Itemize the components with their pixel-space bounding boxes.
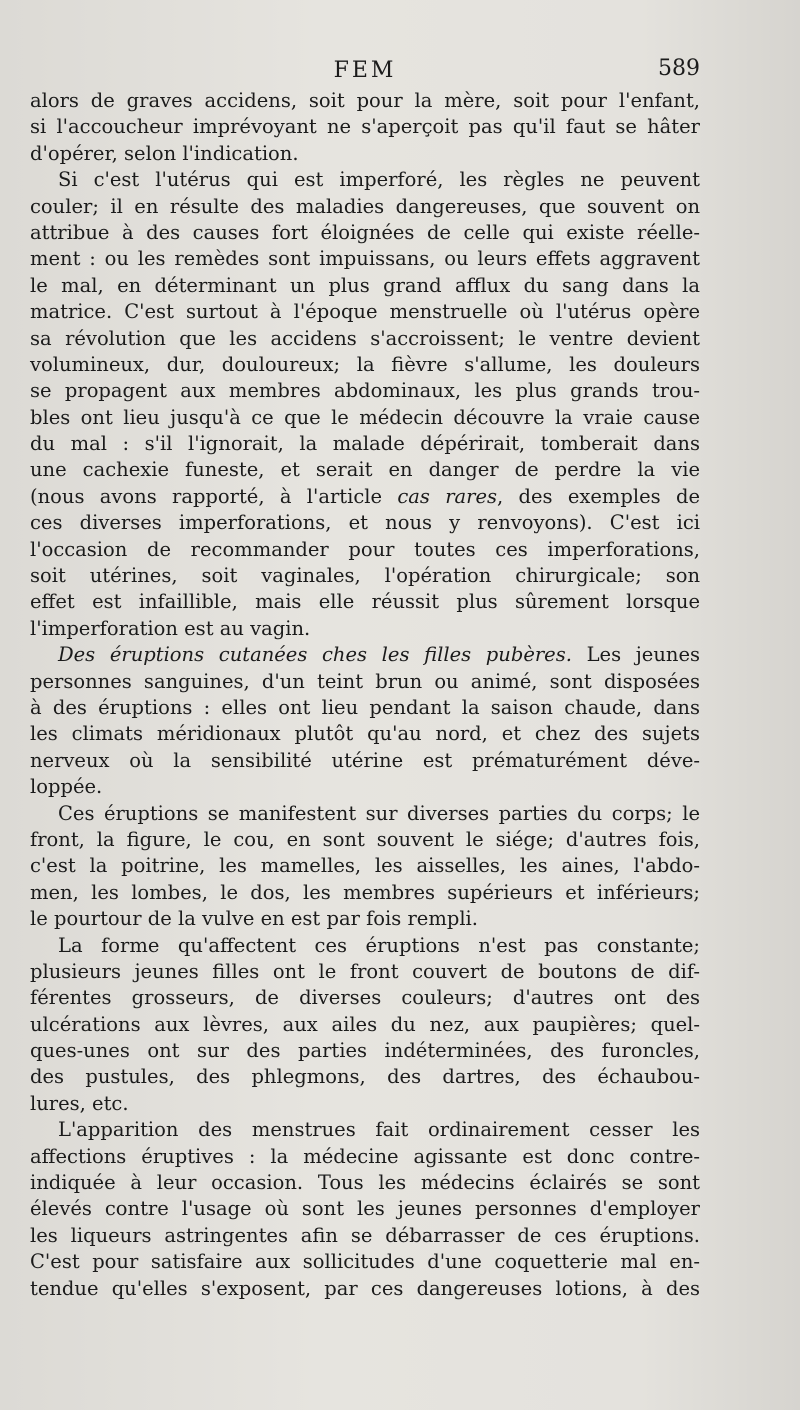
page-header (30, 56, 700, 88)
section-heading-line (30, 642, 700, 668)
text-line: bles ont lieu jusqu'à ce que le médecin découvre la vraie cause (30, 405, 700, 429)
text-line: tendue qu'elles s'exposent, par ces dangereuses lotions, à des (30, 1276, 700, 1300)
text-line: férentes grosseurs, de diverses couleurs; d'autres ont des (30, 986, 700, 1010)
text-line: des pustules, des phlegmons, des dartres, des échaubou- (30, 1065, 700, 1089)
running-head: FEM (333, 58, 397, 83)
text-line: C'est pour satisfaire aux sollicitudes d'une coquetterie mal en- (30, 1250, 700, 1274)
text-line: lures, etc. (30, 1091, 129, 1115)
text-line: le mal, en déterminant un plus grand afflux du sang dans la (30, 273, 700, 297)
text-line: Si c'est l'utérus qui est imperforé, les règles ne peuvent (58, 168, 700, 192)
text-line: nerveux où la sensibilité utérine est prématurément déve- (30, 748, 700, 772)
text-line: élevés contre l'usage où sont les jeunes personnes d'employer (30, 1197, 700, 1221)
text-line: volumineux, dur, douloureux; la fièvre s'allume, les douleurs (30, 352, 700, 376)
text-line: soit utérines, soit vaginales, l'opération chirurgicale; son (30, 564, 700, 588)
text-line: ces diverses imperforations, et nous y renvoyons). C'est ici (30, 511, 700, 535)
text-line-mixed (30, 484, 700, 510)
text-line: ques-unes ont sur des parties indéterminées, des furoncles, (30, 1039, 700, 1063)
text-line: personnes sanguines, d'un teint brun ou animé, sont disposées (30, 669, 700, 693)
text-line: l'imperforation est au vagin. (30, 616, 311, 640)
text-line: L'apparition des menstrues fait ordinairement cesser les (58, 1118, 700, 1142)
text-line: ment : ou les remèdes sont impuissans, ou leurs effets aggravent (30, 247, 700, 271)
text-line: loppée. (30, 775, 103, 799)
text-line: indiquée à leur occasion. Tous les médecins éclairés se sont (30, 1171, 700, 1195)
text-line: matrice. C'est surtout à l'époque menstruelle où l'utérus opère (30, 300, 700, 324)
body-text (30, 88, 700, 1302)
text-line: le pourtour de la vulve en est par fois rempli. (30, 907, 478, 931)
page-number: 589 (658, 56, 700, 81)
text-line: attribue à des causes fort éloignées de celle qui existe réelle- (30, 220, 700, 244)
text-line: à des éruptions : elles ont lieu pendant la saison chaude, dans (30, 695, 700, 719)
text-line: ulcérations aux lèvres, aux ailes du nez, aux paupières; quel- (30, 1012, 700, 1036)
italic-run: cas rares (397, 484, 498, 508)
text-run: , des exemples de (497, 484, 700, 508)
text-line: La forme qu'affectent ces éruptions n'est pas constante; (58, 933, 700, 957)
text-line: se propagent aux membres abdominaux, les plus grands trou- (30, 379, 700, 403)
text-line: couler; il en résulte des maladies dangereuses, que souvent on (30, 194, 700, 218)
text-line: du mal : s'il l'ignorait, la malade dépérirait, tomberait dans (30, 432, 700, 456)
text-line: effet est infaillible, mais elle réussit plus sûrement lorsque (30, 590, 700, 614)
text-run: Les jeunes (571, 643, 700, 667)
text-line: c'est la poitrine, les mamelles, les aisselles, les aines, l'abdo- (30, 854, 700, 878)
text-line: alors de graves accidens, soit pour la mère, soit pour l'enfant, (30, 89, 700, 112)
text-line: plusieurs jeunes filles ont le front couvert de boutons de dif- (30, 959, 700, 983)
text-run: (nous avons rapporté, à l'article (30, 484, 383, 508)
text-line: sa révolution que les accidens s'accroissent; le ventre devient (30, 326, 700, 350)
text-line: affections éruptives : la médecine agissante est donc contre- (30, 1144, 700, 1168)
text-line: front, la figure, le cou, en sont souvent le siége; d'autres fois, (30, 827, 700, 851)
text-line: une cachexie funeste, et serait en danger de perdre la vie (30, 458, 700, 482)
text-line: l'occasion de recommander pour toutes ces imperforations, (30, 537, 700, 561)
text-line: Ces éruptions se manifestent sur diverses parties du corps; le (58, 801, 700, 825)
text-line: men, les lombes, le dos, les membres supérieurs et inférieurs; (30, 880, 700, 904)
section-heading: Des éruptions cutanées ches les filles pubères. (58, 643, 572, 667)
text-line: d'opérer, selon l'indication. (30, 141, 299, 165)
text-line: les climats méridionaux plutôt qu'au nord, et chez des sujets (30, 722, 700, 746)
text-line: les liqueurs astringentes afin se débarrasser de ces éruptions. (30, 1223, 700, 1247)
text-line: si l'accoucheur imprévoyant ne s'aperçoit pas qu'il faut se hâter (30, 115, 700, 139)
